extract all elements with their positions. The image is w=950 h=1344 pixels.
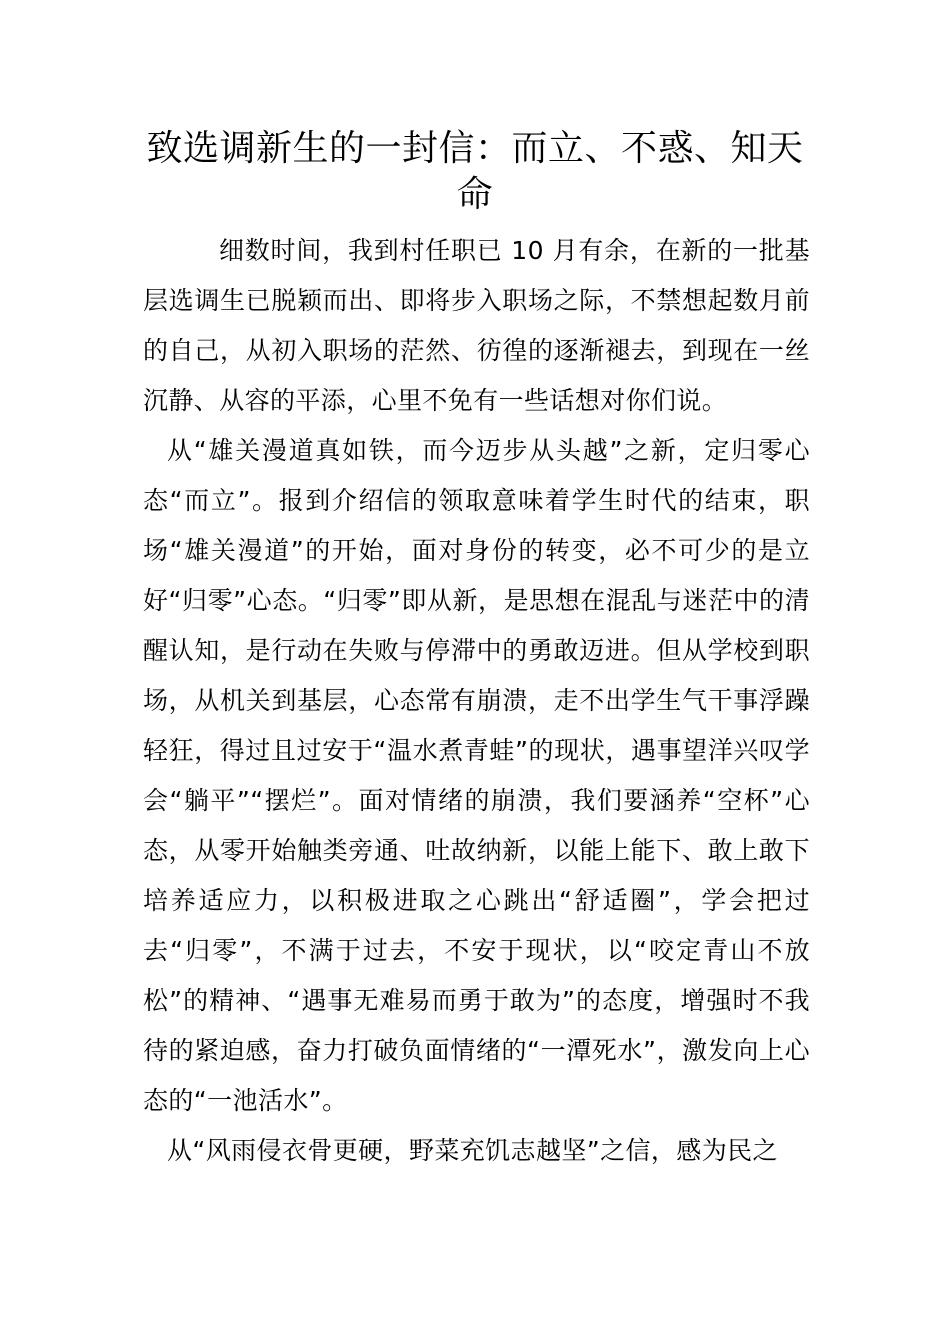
document-body (143, 226, 810, 1176)
paragraph-buhuo: 从“风雨侵衣骨更硬，野菜充饥志越坚”之信，感为民之 (167, 1136, 778, 1165)
document-title: 致选调新生的一封信：而立、不惑、知天命 (146, 128, 804, 215)
paragraph-intro: 细数时间，我到村任职已 10 月有余，在新的一批基层选调生已脱颖而出、即将步入职场之际，不禁想起数月前的自己，从初入职场的茫然、彷徨的逐渐褪去，到现在一丝沉静、从容的平添，心里不免有一些话想对你们说。 (143, 236, 810, 415)
paragraph-erli: 从“雄关漫道真如铁，而今迈步从头越”之新，定归零心态“而立”。报到介绍信的领取意味着学生时代的结束，职场“雄关漫道”的开始，面对身份的转变，必不可少的是立好“归零”心态。“归零”即从新，是思想在混乱与迷茫中的清醒认知，是行动在失败与停滞中的勇敢迈进。但从学校到职场，从机关到基层，心态常有崩溃，走不出学生气干事浮躁轻狂，得过且过安于“温水煮青蛙”的现状，遇事望洋兴叹学会“躺平”“摆烂”。面对情绪的崩溃，我们要涵养“空杯”心态，从零开始触类旁通、吐故纳新，以能上能下、敢上敢下培养适应力，以积极进取之心跳出“舒适圈”，学会把过去“归零”，不满于过去，不安于现状，以“咬定青山不放松”的精神、“遇事无难易而勇于敢为”的态度，增强时不我待的紧迫感，奋力打破负面情绪的“一潭死水”，激发向上心态的“一池活水”。 (143, 436, 810, 1115)
